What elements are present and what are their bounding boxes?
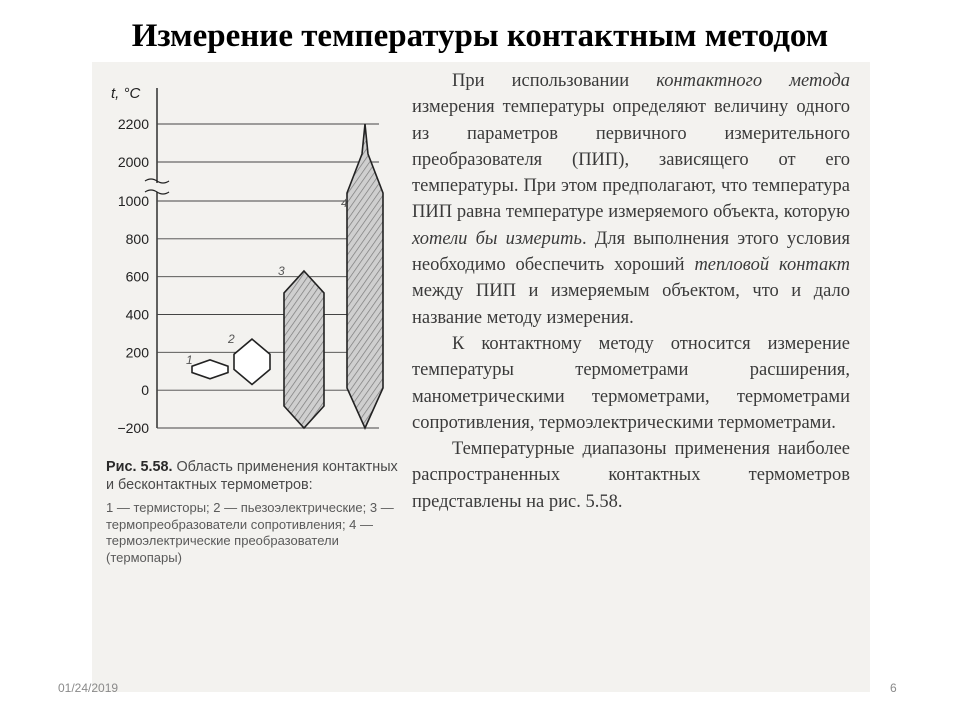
paragraph-1	[412, 68, 850, 331]
p1-italic-thermal-contact: тепловой контакт	[694, 255, 851, 276]
paragraph-2: К контактному методу относится измерение температуры термометрами расширения, манометрическими термометрами, термометрами сопротивления, термоэлектрическими термометрами.	[412, 333, 850, 433]
p1-text-b: измерения температуры определяют величину одного из параметров первичного измерительного преобразователя (ПИП), зависящего от его температуры. При этом предполагают, что температура ПИП равна температуре измеряемого объекта, которую	[412, 97, 850, 223]
figure-legend: 1 — термисторы; 2 — пьезоэлектрические; 3 — термопреобразователи сопротивления; 4 — термоэлектрические преобразователи (термопары)	[106, 500, 394, 565]
range-shapes	[186, 124, 383, 428]
body-text	[412, 68, 850, 515]
figure-title: Область применения контактных и бесконтактных термометров:	[106, 459, 398, 493]
series-label-4: 4	[341, 196, 348, 210]
figure-caption	[106, 458, 398, 566]
series-label-1: 1	[186, 352, 193, 367]
slide-title: Измерение температуры контактным методом	[131, 18, 829, 54]
tick-label: 2000	[117, 154, 149, 170]
y-axis-label: t, °C	[111, 85, 141, 102]
temperature-range-chart	[97, 80, 397, 445]
p1-text-c: . Для выполнения этого условия необходимо обеспечить хороший	[412, 228, 850, 276]
series-label-2: 2	[228, 332, 235, 347]
tick-label: 200	[125, 344, 149, 361]
p1-italic-contact-method: контактного метода	[656, 71, 850, 91]
tick-label: 0	[141, 382, 149, 399]
tick-label: 400	[125, 306, 149, 323]
tick-label: 2200	[117, 116, 149, 132]
page-number: 6	[890, 681, 897, 695]
p1-text-a: При использовании	[452, 71, 657, 91]
tick-label: −200	[117, 420, 149, 436]
tick-labels	[117, 116, 149, 436]
figure-label: Рис. 5.58.	[106, 459, 173, 475]
tick-label: 600	[125, 268, 149, 285]
series-label-3: 3	[278, 263, 285, 278]
p1-text-d: между ПИП и измеряемым объектом, что и дало название методу измерения.	[412, 281, 850, 328]
p1-italic-want-to-measure: хотели бы измерить	[412, 228, 582, 249]
range-shape-3	[284, 271, 324, 428]
range-shape-1	[192, 360, 228, 379]
axis-break-mark	[145, 179, 169, 194]
tick-label: 1000	[117, 193, 149, 209]
paragraph-3: Температурные диапазоны применения наиболее распространенных контактных термометров представлены на рис. 5.58.	[412, 439, 850, 512]
range-shape-4	[347, 124, 383, 428]
tick-label: 800	[125, 230, 149, 247]
footer-date: 01/24/2019	[58, 681, 119, 695]
range-shape-2	[234, 339, 270, 384]
gridlines	[157, 124, 379, 428]
